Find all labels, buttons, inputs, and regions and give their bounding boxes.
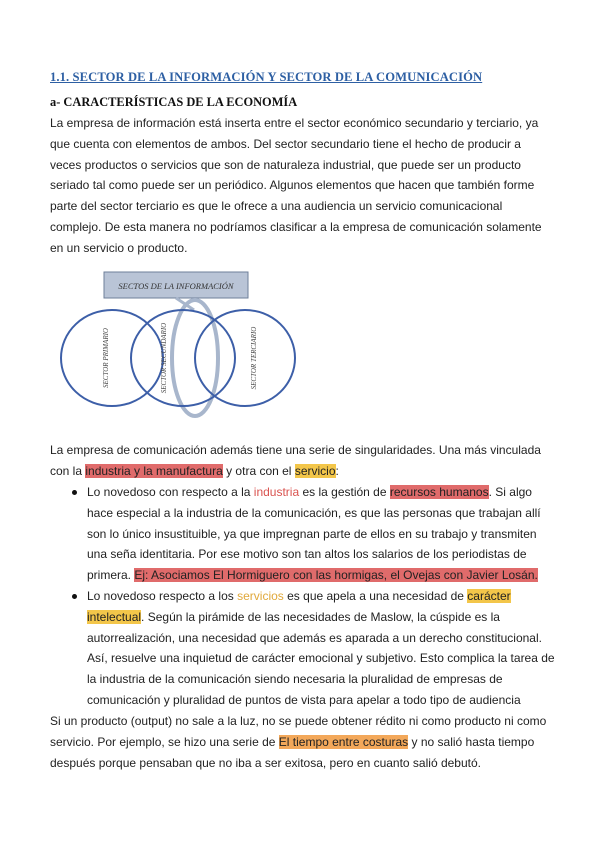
highlight-intellectual: intelectual bbox=[87, 609, 142, 624]
text-run: . Si algo bbox=[488, 485, 532, 499]
bullet-list bbox=[50, 482, 565, 711]
paragraph-line: seriado tal como puede ser un periódico. Algunos elementos que hacen que también forme bbox=[50, 178, 535, 193]
keyword-services: servicios bbox=[237, 588, 284, 603]
singularities-paragraph bbox=[50, 440, 560, 482]
paragraph-line: veces productos o servicios que son de naturaleza industrial, que puede ser un producto bbox=[50, 157, 521, 172]
bullet-line bbox=[87, 565, 565, 586]
text-run: y otra con el bbox=[222, 463, 295, 478]
closing-paragraph bbox=[50, 711, 560, 773]
paragraph-line bbox=[50, 732, 560, 753]
text-run: es que apela a una necesidad de bbox=[283, 588, 468, 603]
bullet-line: hace especial a la industria de la comunicación, es que las personas que trabajan allí bbox=[87, 505, 541, 520]
text-run: con la bbox=[50, 463, 86, 478]
bullet-line bbox=[87, 586, 565, 607]
bullet-icon bbox=[72, 490, 77, 495]
text-run: primera. bbox=[87, 568, 135, 583]
paragraph-line: después porque pensaban que no iba a ser exitosa, pero en cuanto salió debutó. bbox=[50, 755, 481, 770]
label-tertiary: SECTOR TERCIARIO bbox=[250, 326, 258, 390]
text-run: Lo novedoso respecto a los bbox=[87, 588, 238, 603]
paragraph-line: complejo. De esta manera no podríamos clasificar a la empresa de comunicación solamente bbox=[50, 219, 542, 234]
highlight-human-resources: recursos humanos bbox=[389, 485, 489, 499]
bullet-line bbox=[87, 607, 565, 628]
highlight-industry: industria y la manufactura bbox=[85, 463, 223, 478]
bullet-item-industry bbox=[50, 482, 565, 586]
text-run: : bbox=[335, 463, 339, 478]
circle-primary bbox=[61, 310, 163, 406]
text-run: es la gestión de bbox=[299, 485, 390, 499]
bullet-line: Así, resuelve una inquietud de carácter emocional y subjetivo. Esto complica la tarea de bbox=[87, 651, 555, 666]
paragraph-line: parte del sector terciario es que le ofrece a una audiencia un servicio comunicacional bbox=[50, 199, 503, 214]
bullet-line: autorrealización, una necesidad que además es aparada a un derecho constitucional. bbox=[87, 630, 542, 645]
bullet-line bbox=[87, 482, 565, 503]
section-heading: 1.1. SECTOR DE LA INFORMACIÓN Y SECTOR DE LA COMUNICACIÓN bbox=[50, 70, 483, 84]
highlight-series-title: El tiempo entre costuras bbox=[278, 734, 409, 749]
subsection-heading: a- CARACTERÍSTICAS DE LA ECONOMÍA bbox=[50, 95, 298, 109]
paragraph-line: que cuenta con elementos de ambos. Del sector secundario tiene el hecho de producir a bbox=[50, 136, 521, 151]
highlight-example: Ej: Asociamos El Hormiguero con las hormigas, el Ovejas con Javier Losán. bbox=[134, 568, 538, 583]
bullet-icon bbox=[72, 594, 77, 599]
paragraph-line: Si un producto (output) no sale a la luz, no se puede obtener rédito ni como producto ni como bbox=[50, 714, 547, 728]
circle-tertiary bbox=[195, 310, 295, 406]
paragraph-line bbox=[50, 461, 560, 482]
text-run: y no salió hasta tiempo bbox=[408, 734, 535, 749]
bullet-line: una seña identitaria. Por ese motivo son tan altos los salarios de los periodistas de bbox=[87, 547, 527, 562]
bullet-item-services bbox=[50, 586, 565, 711]
paragraph-line: en un servicio o producto. bbox=[50, 240, 188, 255]
bullet-line: la industria de la comunicación siendo necesaria la pluralidad de empresas de bbox=[87, 672, 503, 687]
text-run: servicio. Por ejemplo, se hizo una serie de bbox=[50, 734, 279, 749]
label-secondary: SECTOR SECUNDARIO bbox=[160, 322, 168, 394]
economic-sectors-diagram bbox=[48, 262, 320, 422]
bullet-line: son lo único insustituible, ya que impregnan parte de ellos en su trabajo y transmiten bbox=[87, 526, 537, 541]
text-run: . Según la pirámide de las necesidades de Maslow, la cúspide es la bbox=[141, 609, 500, 624]
highlight-service: servicio bbox=[294, 463, 336, 478]
text-run: Lo novedoso con respecto a la bbox=[87, 485, 254, 499]
keyword-industry: industria bbox=[253, 485, 300, 499]
bullet-line: comunicación y pluralidad de puntos de vista para apelar a todo tipo de audiencia bbox=[87, 692, 521, 707]
intro-paragraph bbox=[50, 113, 560, 259]
highlight-character: carácter bbox=[467, 588, 511, 603]
diagram-title: SECTOS DE LA INFORMACIÓN bbox=[118, 281, 234, 291]
paragraph-line: La empresa de información está inserta entre el sector económico secundario y terciario, ya bbox=[50, 116, 539, 130]
paragraph-line: La empresa de comunicación además tiene una serie de singularidades. Una más vinculada bbox=[50, 443, 541, 457]
label-primary: SECTOR PRIMARIO bbox=[102, 328, 110, 388]
